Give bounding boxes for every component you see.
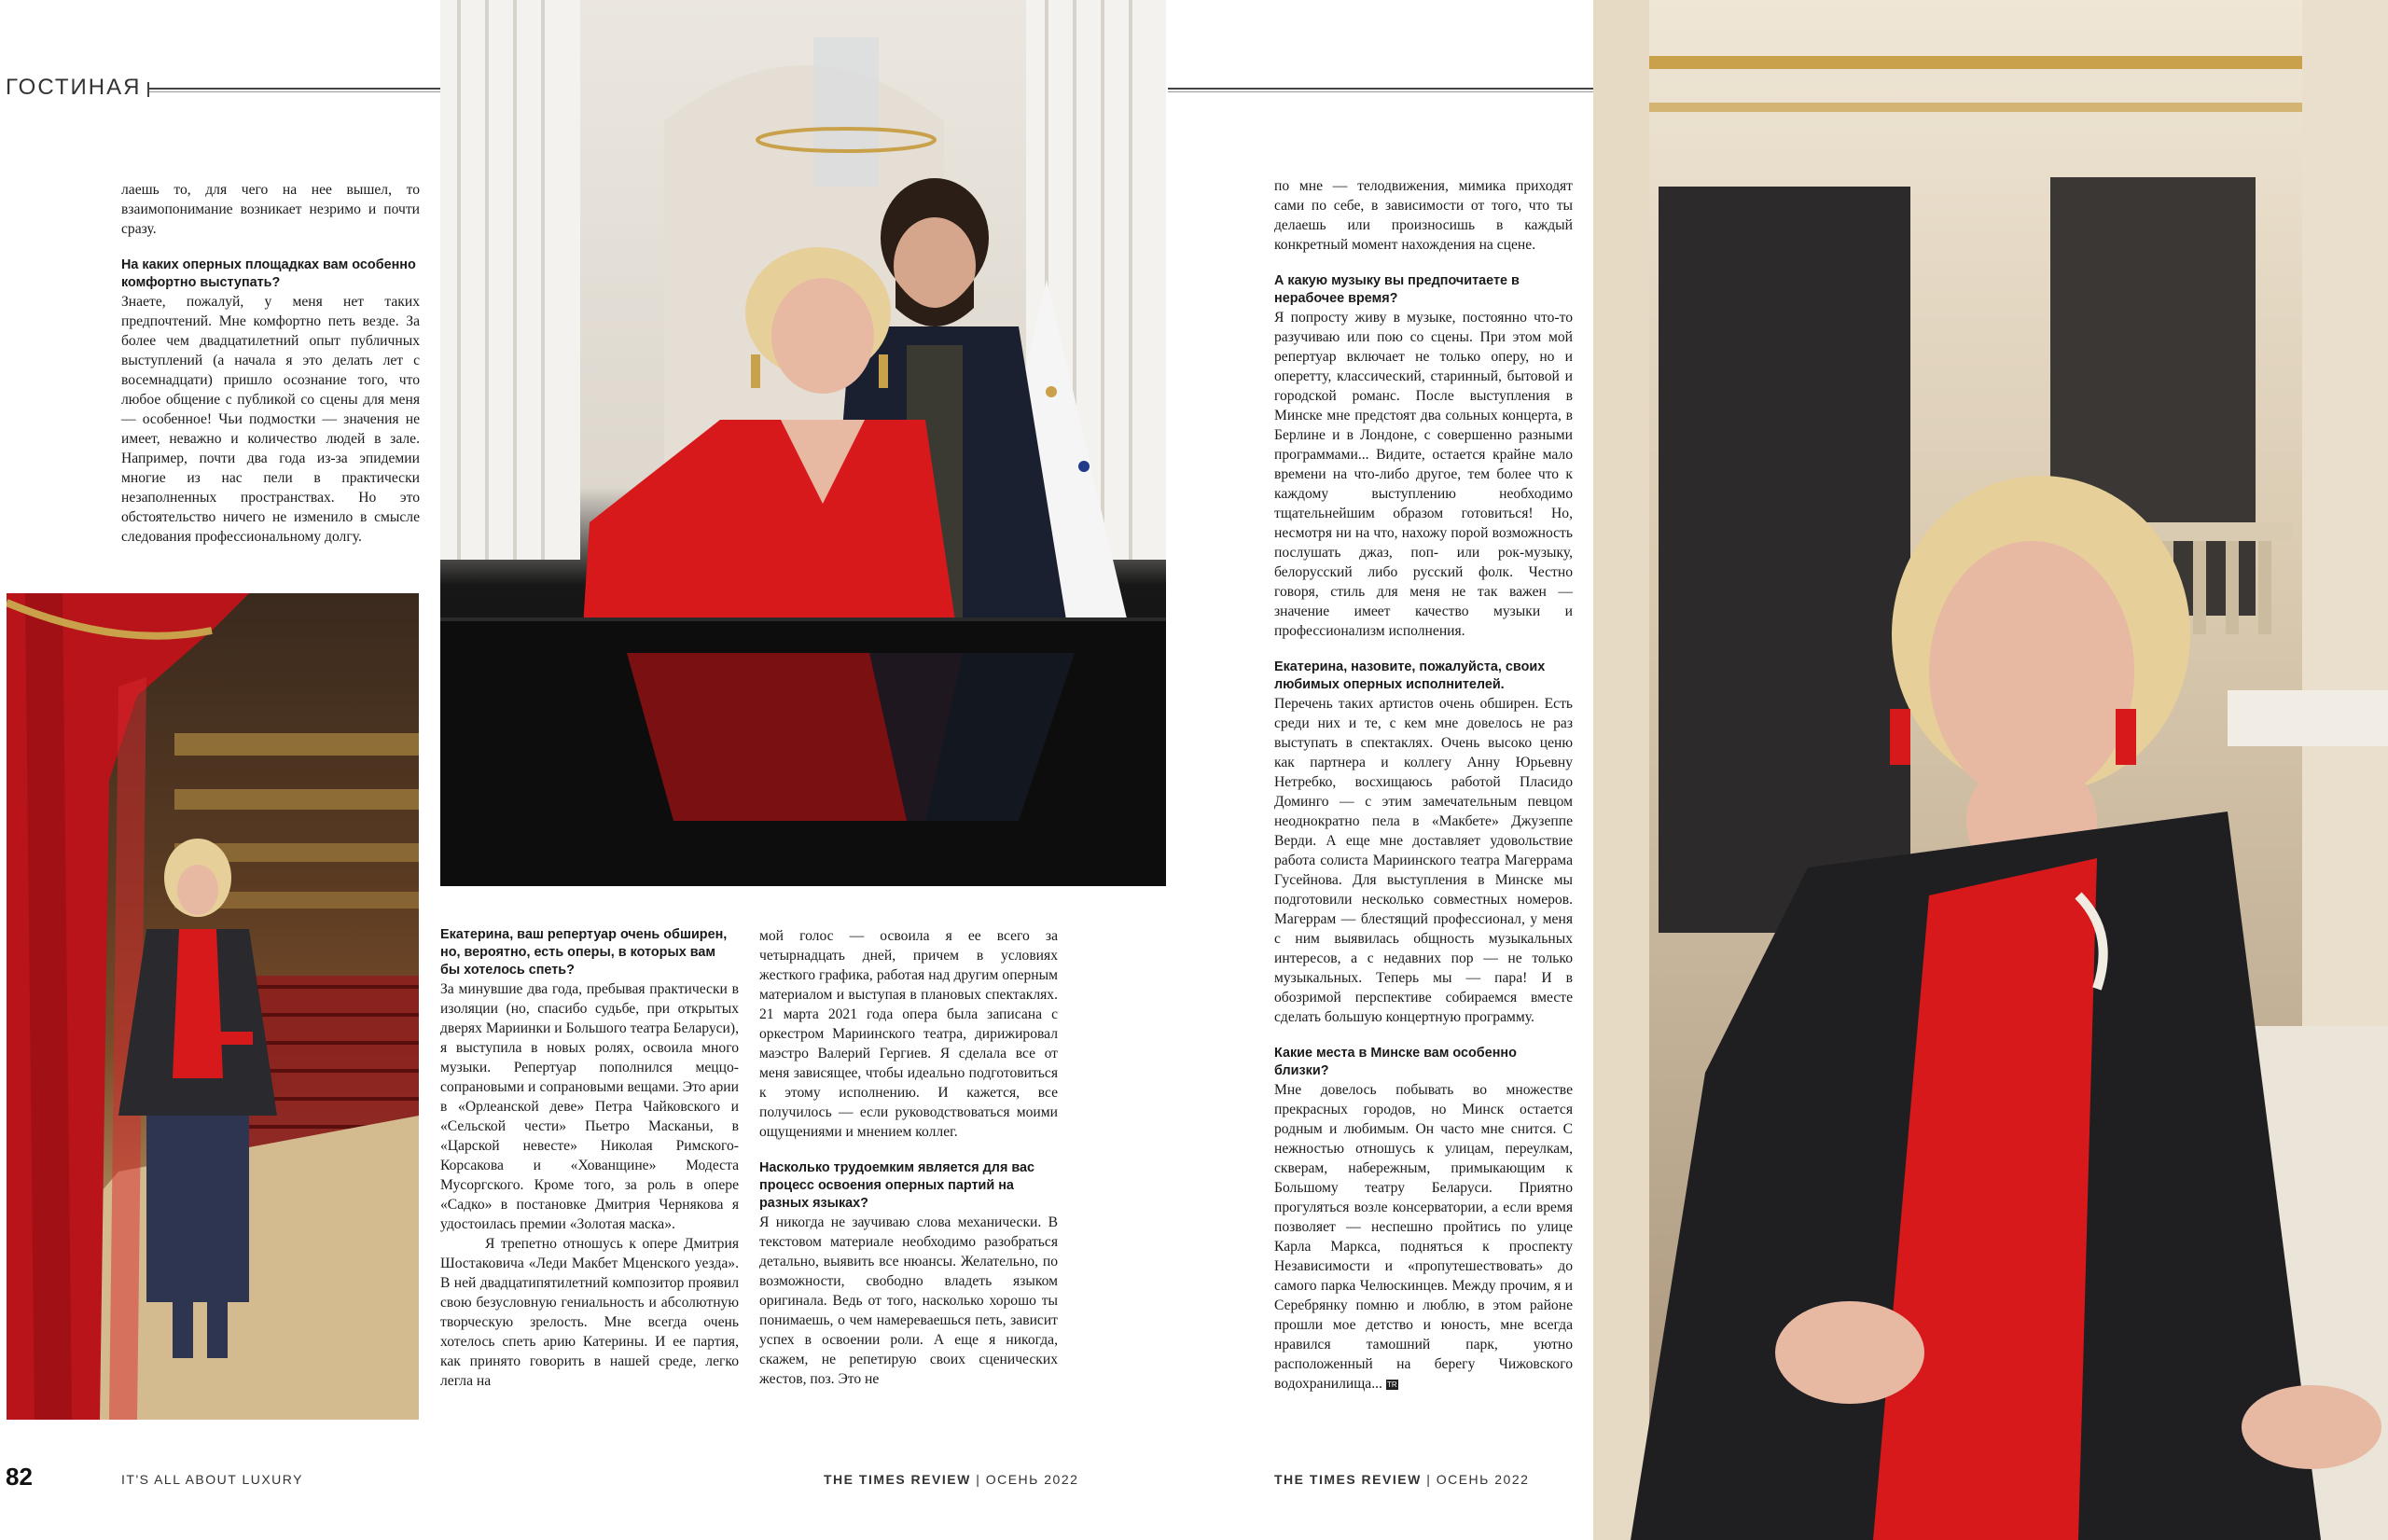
- photo-portrait: [1593, 0, 2388, 1540]
- footer-separator: |: [1426, 1472, 1432, 1487]
- text-column-2: [440, 926, 739, 1391]
- issue-label: ОСЕНЬ 2022: [985, 1472, 1079, 1487]
- issue-label: ОСЕНЬ 2022: [1436, 1472, 1530, 1487]
- interview-answer: Я попросту живу в музыке, постоянно что-то разучиваю или пою со сцены. При этом мой репертуар включает не только оперу, но и оперетту, классический, старинный, бытовой и городской романс. После выступления в Минске мне предстоят два сольных концерта, в Берлине и в Лондоне, с совершенно разными программами... Видите, остается крайне мало времени на что-либо другое, тем более что к каждому выступлению необходимо тщательнейшим образом готовиться! Но, несмотря ни на что, нахожу порой возможность послушать джаз, поп- или рок-музыку, белорусский либо русский фолк. Честно говоря, стиль для меня не так важен — значение имеет качество музыки и профессионализм исполнения.: [1274, 310, 1573, 639]
- page-number: 82: [6, 1463, 33, 1491]
- paragraph: лаешь то, для чего на нее вышел, то взаимопонимание возникает незримо и почти сразу.: [121, 182, 420, 237]
- photo-couple-piano: [440, 0, 1166, 886]
- photo-couple-piano-illustration: [440, 0, 1166, 886]
- text-column-3: [759, 926, 1058, 1389]
- interview-question: На каких оперных площадках вам особенно комфортно выступать?: [121, 257, 416, 290]
- interview-question: А какую музыку вы предпочитаете в нерабочее время?: [1274, 273, 1520, 306]
- section-title: ГОСТИНАЯ: [6, 75, 142, 100]
- paragraph: по мне — телодвижения, мимика приходят сами по себе, в зависимости от того, что ты делаешь или произносишь в каждый конкретный момент нахождения на сцене.: [1274, 178, 1573, 253]
- interview-answer: Я трепетно отношусь к опере Дмитрия Шостаковича «Леди Макбет Мценского уезда». В ней двадцатипятилетний композитор проявил свою безусловную гениальность и абсолютную творческую зрелость. Мне всегда очень хотелось спеть арию Катерины. И ее партия, как принято говорить в нашей среде, легко легла на: [440, 1236, 739, 1389]
- interview-answer: Знаете, пожалуй, у меня нет таких предпочтений. Мне комфортно петь везде. За более чем двадцатилетний опыт публичных выступлений (а начала я это делать лет с восемнадцати) пришло осознание того, что любое общение с публикой со сцены для меня — особенное! Чьи подмостки — значения не имеет, неважно и количество людей в зале. Например, почти два года из-за эпидемии многие из нас пели в практически незаполненных пространствах. Но это обстоятельство ничего не изменило в смысле следования профессиональному долгу.: [121, 294, 420, 545]
- text-column-1: [121, 180, 420, 547]
- interview-question: Какие места в Минске вам особенно близки?: [1274, 1046, 1517, 1078]
- footer-slogan: IT'S ALL ABOUT LUXURY: [121, 1472, 303, 1487]
- photo-theatre-curtain: [7, 593, 419, 1420]
- interview-question: Насколько трудоемким является для вас процесс освоения оперных партий на разных языках?: [759, 1160, 1034, 1211]
- paragraph: мой голос — освоила я ее всего за четырнадцать дней, причем в условиях жесткого графика, работая над другим оперным материалом и выступая в плановых спектаклях. 21 марта 2021 года опера была записана с оркестром Мариинского театра, дирижировал маэстро Валерий Гергиев. Я сделала все от меня зависящее, чтобы идеально подготовиться к этому исполнению. И кажется, все получилось — если руководствоваться моими ощущениями и мнением коллег.: [759, 928, 1058, 1140]
- magazine-name: THE TIMES REVIEW: [824, 1472, 971, 1487]
- footer-magazine-center: [824, 1472, 1078, 1487]
- header-rule-right: [1168, 88, 1593, 92]
- interview-answer: Я никогда не заучиваю слова механически. В текстовом материале необходимо разобраться детально, выявить все нюансы. Желательно, по возможности, свободно владеть языком оригинала. Ведь от того, насколько хорошо ты понимаешь, о чем намереваешься петь, зависит успех в освоении роли. А еще я никогда, скажем, не репетирую своих сценических жестов, поз. Это не: [759, 1214, 1058, 1387]
- end-of-article-mark: TR: [1386, 1380, 1397, 1389]
- interview-question: Екатерина, назовите, пожалуйста, своих любимых оперных исполнителей.: [1274, 659, 1546, 692]
- interview-answer: [1274, 1080, 1573, 1394]
- interview-question: Екатерина, ваш репертуар очень обширен, но, вероятно, есть оперы, в которых вам бы хотелось спеть?: [440, 927, 728, 978]
- interview-answer: За минувшие два года, пребывая практически в изоляции (но, спасибо судьбе, при открытых дверях Мариинки и Большого театра Беларуси), я выступила в новых ролях, освоила много музыки. Репертуар пополнился меццо-сопрановыми и сопрановыми вещами. Это арии в «Орлеанской деве» Петра Чайковского и «Сельской чести» Пьетро Масканьи, в «Царской невесте» Николая Римского-Корсакова и «Хованщине» Модеста Мусоргского. Кроме того, за роль в опере «Садко» в постановке Дмитрия Чернякова я удостоилась премии «Золотая маска».: [440, 981, 739, 1232]
- photo-portrait-illustration: [1593, 0, 2388, 1540]
- answer-text: Мне довелось побывать во множестве прекрасных городов, но Минск остается родным и любимым. Он часто мне снится. С нежностью отношусь к улицам, переулкам, скверам, набережным, примыкающим к Большому театру Беларуси. Приятно прогуляться возле консерватории, а если время позволяет — неспешно пройтись по улице Карла Маркса, подняться к проспекту Независимости и «пропутешествовать» до самого парка Челюскинцев. Между прочим, я и Серебрянку помню и люблю, в этом районе прошли мое детство и юность, мне всегда нравился тамошний парк, уютно расположенный на берегу Чижовского водохранилища...: [1274, 1082, 1573, 1392]
- magazine-name: THE TIMES REVIEW: [1274, 1472, 1422, 1487]
- footer-magazine-right: [1274, 1472, 1529, 1487]
- footer-separator: |: [976, 1472, 981, 1487]
- text-column-4: [1274, 176, 1573, 1394]
- header-rule-left: [149, 88, 440, 92]
- interview-answer: Перечень таких артистов очень обширен. Есть среди них и те, с кем мне довелось не раз выступать в спектаклях. Очень высоко ценю как партнера и коллегу Анну Юрьевну Нетребко, восхищаюсь работой Пласидо Доминго — с этим замечательным певцом неоднократно пела в «Макбете» Джузеппе Верди. А еще мне доставляет удовольствие работа солиста Мариинского театра Магеррама Гусейнова. Для выступления в Минске мы подготовили несколько совместных номеров. Магеррам — блестящий профессионал, у меня с ним выявилась общность музыкальных интересов, а с недавних пор — не только музыкальных. Теперь мы — пара! И в обозримой перспективе собираемся вместе сделать большую концертную программу.: [1274, 696, 1573, 1025]
- photo-theatre-curtain-illustration: [7, 593, 419, 1420]
